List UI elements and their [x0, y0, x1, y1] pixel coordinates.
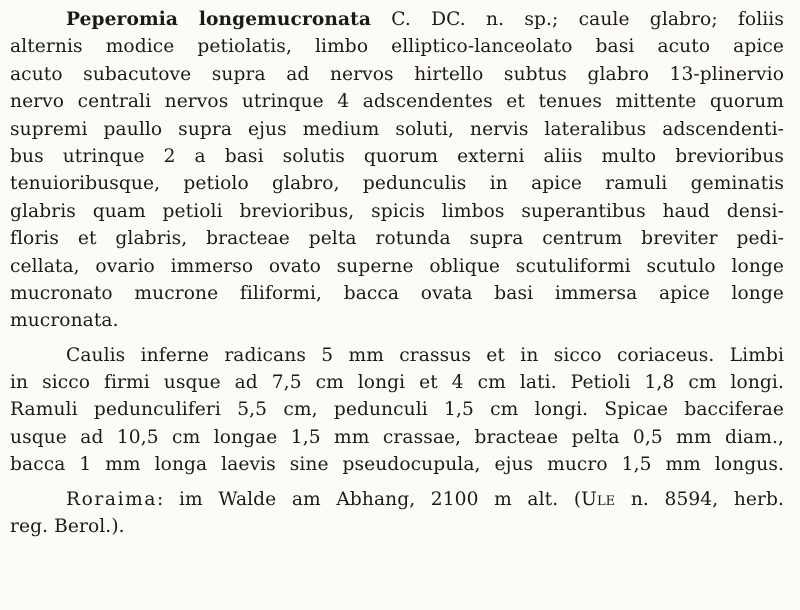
measurements-line: Ramuli pedunculiferi 5,5 cm, pedunculi 1,5 cm longi. Spicae bacciferae [10, 399, 784, 421]
locality-paragraph [10, 486, 784, 541]
description-line: bus utrinque 2 a basi solutis quorum externi aliis multo brevioribus [10, 145, 784, 167]
measurements-paragraph [10, 342, 784, 479]
locality-line-2: reg. Berol.). [10, 516, 125, 538]
description-line: cellata, ovario immerso ovato superne oblique scutuliformi scutulo longe [10, 255, 784, 277]
species-description [10, 6, 784, 335]
measurements-line: bacca 1 mm longa laevis sine pseudocupula, ejus mucro 1,5 mm longus. [10, 454, 784, 476]
description-line: supremi paullo supra ejus medium soluti, nervis lateralibus adscendenti- [10, 118, 784, 140]
description-line: glabris quam petioli brevioribus, spicis limbos superantibus haud densi- [10, 200, 784, 222]
description-line: mucronato mucrone filiformi, bacca ovata basi immersa apice longe [10, 282, 784, 304]
description-line: floris et glabris, bracteae pelta rotunda supra centrum breviter pedi- [10, 228, 784, 250]
locality-text: : im Walde am Abhang, 2100 m alt. ( [157, 488, 582, 510]
collector-name: Ule [581, 488, 616, 510]
description-line: tenuioribusque, petiolo glabro, pedunculis in apice ramuli geminatis [10, 173, 784, 195]
description-line-1-rest: C. DC. n. sp.; caule glabro; foliis [370, 9, 784, 30]
locality-line-1 [10, 486, 784, 513]
description-line-1 [10, 6, 784, 33]
description-line: nervo centrali nervos utrinque 4 adscendentes et tenues mittente quorum [10, 91, 784, 113]
species-name: Peperomia longemucronata [66, 9, 371, 30]
paragraph-spacer [10, 479, 784, 486]
measurements-line: in sicco firmi usque ad 7,5 cm longi et 4 cm lati. Petioli 1,8 cm longi. [10, 372, 784, 394]
description-line: alternis modice petiolatis, limbo elliptico-lanceolato basi acuto apice [10, 36, 784, 58]
paragraph-spacer [10, 335, 784, 342]
description-line: acuto subacutove supra ad nervos hirtello subtus glabro 13-plinervio [10, 63, 784, 85]
locality-specimen: n. 8594, herb. [615, 488, 784, 510]
locality-place: Roraima [66, 488, 158, 510]
measurements-line: usque ad 10,5 cm longae 1,5 mm crassae, bracteae pelta 0,5 mm diam., [10, 426, 784, 448]
measurements-line: Caulis inferne radicans 5 mm crassus et in sicco coriaceus. Limbi [66, 344, 784, 366]
description-line: mucronata. [10, 310, 119, 332]
